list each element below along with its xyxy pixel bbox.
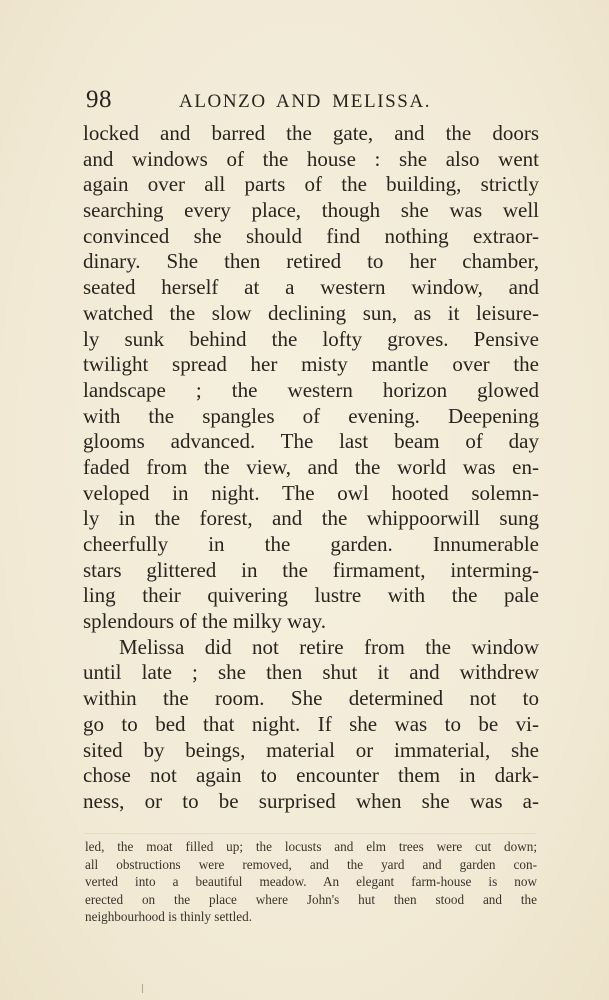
body-text	[83, 121, 539, 815]
footnote-line: erected on the place where John's hut then stood and the	[85, 891, 537, 907]
body-line: ly in the forest, and the whippoorwill sung	[83, 506, 539, 531]
body-line: again over all parts of the building, strictly	[83, 172, 539, 197]
body-line: stars glittered in the firmament, interming-	[83, 557, 539, 582]
footnote-line: led, the moat filled up; the locusts and elm trees were cut down;	[85, 839, 537, 854]
body-line: ling their quivering lustre with the pale	[83, 583, 539, 608]
body-line: go to bed that night. If she was to be vi-	[83, 711, 539, 736]
body-line: until late ; she then shut it and withdrew	[83, 660, 539, 685]
body-line: dinary. She then retired to her chamber,	[83, 249, 539, 274]
body-line: splendours of the milky way.	[83, 609, 327, 634]
paper-speck	[142, 984, 143, 993]
footnote-line: all obstructions were removed, and the yard and garden con-	[85, 856, 537, 872]
running-head: ALONZO AND MELISSA.	[179, 91, 432, 112]
body-line: landscape ; the western horizon glowed	[83, 377, 539, 402]
body-line: locked and barred the gate, and the doors	[83, 121, 539, 145]
page-number: 98	[86, 86, 112, 113]
body-line: faded from the view, and the world was en-	[83, 454, 539, 479]
body-line: veloped in night. The owl hooted solemn-	[83, 480, 539, 505]
body-line: within the room. She determined not to	[83, 686, 539, 711]
body-line: chose not again to encounter them in dark-	[83, 763, 539, 788]
body-line: and windows of the house : she also went	[83, 146, 539, 171]
body-line: glooms advanced. The last beam of day	[83, 429, 539, 454]
body-line: Melissa did not retire from the window	[119, 634, 539, 659]
footnote-line: verted into a beautiful meadow. An elegant farm-house is now	[85, 874, 537, 890]
body-line: seated herself at a western window, and	[83, 275, 539, 300]
body-line: cheerfully in the garden. Innumerable	[83, 532, 539, 556]
body-line: twilight spread her misty mantle over the	[83, 352, 539, 377]
body-line: searching every place, though she was well	[83, 198, 539, 223]
footnote-line: neighbourhood is thinly settled.	[85, 909, 253, 925]
footnote-divider	[84, 833, 536, 834]
footnote	[85, 838, 537, 926]
body-line: ness, or to be surprised when she was a-	[83, 788, 539, 813]
body-line: ly sunk behind the lofty groves. Pensive	[83, 326, 539, 351]
body-line: convinced she should find nothing extraor-	[83, 223, 539, 248]
page-header	[86, 86, 538, 116]
body-line: with the spangles of evening. Deepening	[83, 403, 539, 428]
body-line: watched the slow declining sun, as it leisure-	[83, 300, 539, 325]
body-line: sited by beings, material or immaterial, she	[83, 737, 539, 762]
